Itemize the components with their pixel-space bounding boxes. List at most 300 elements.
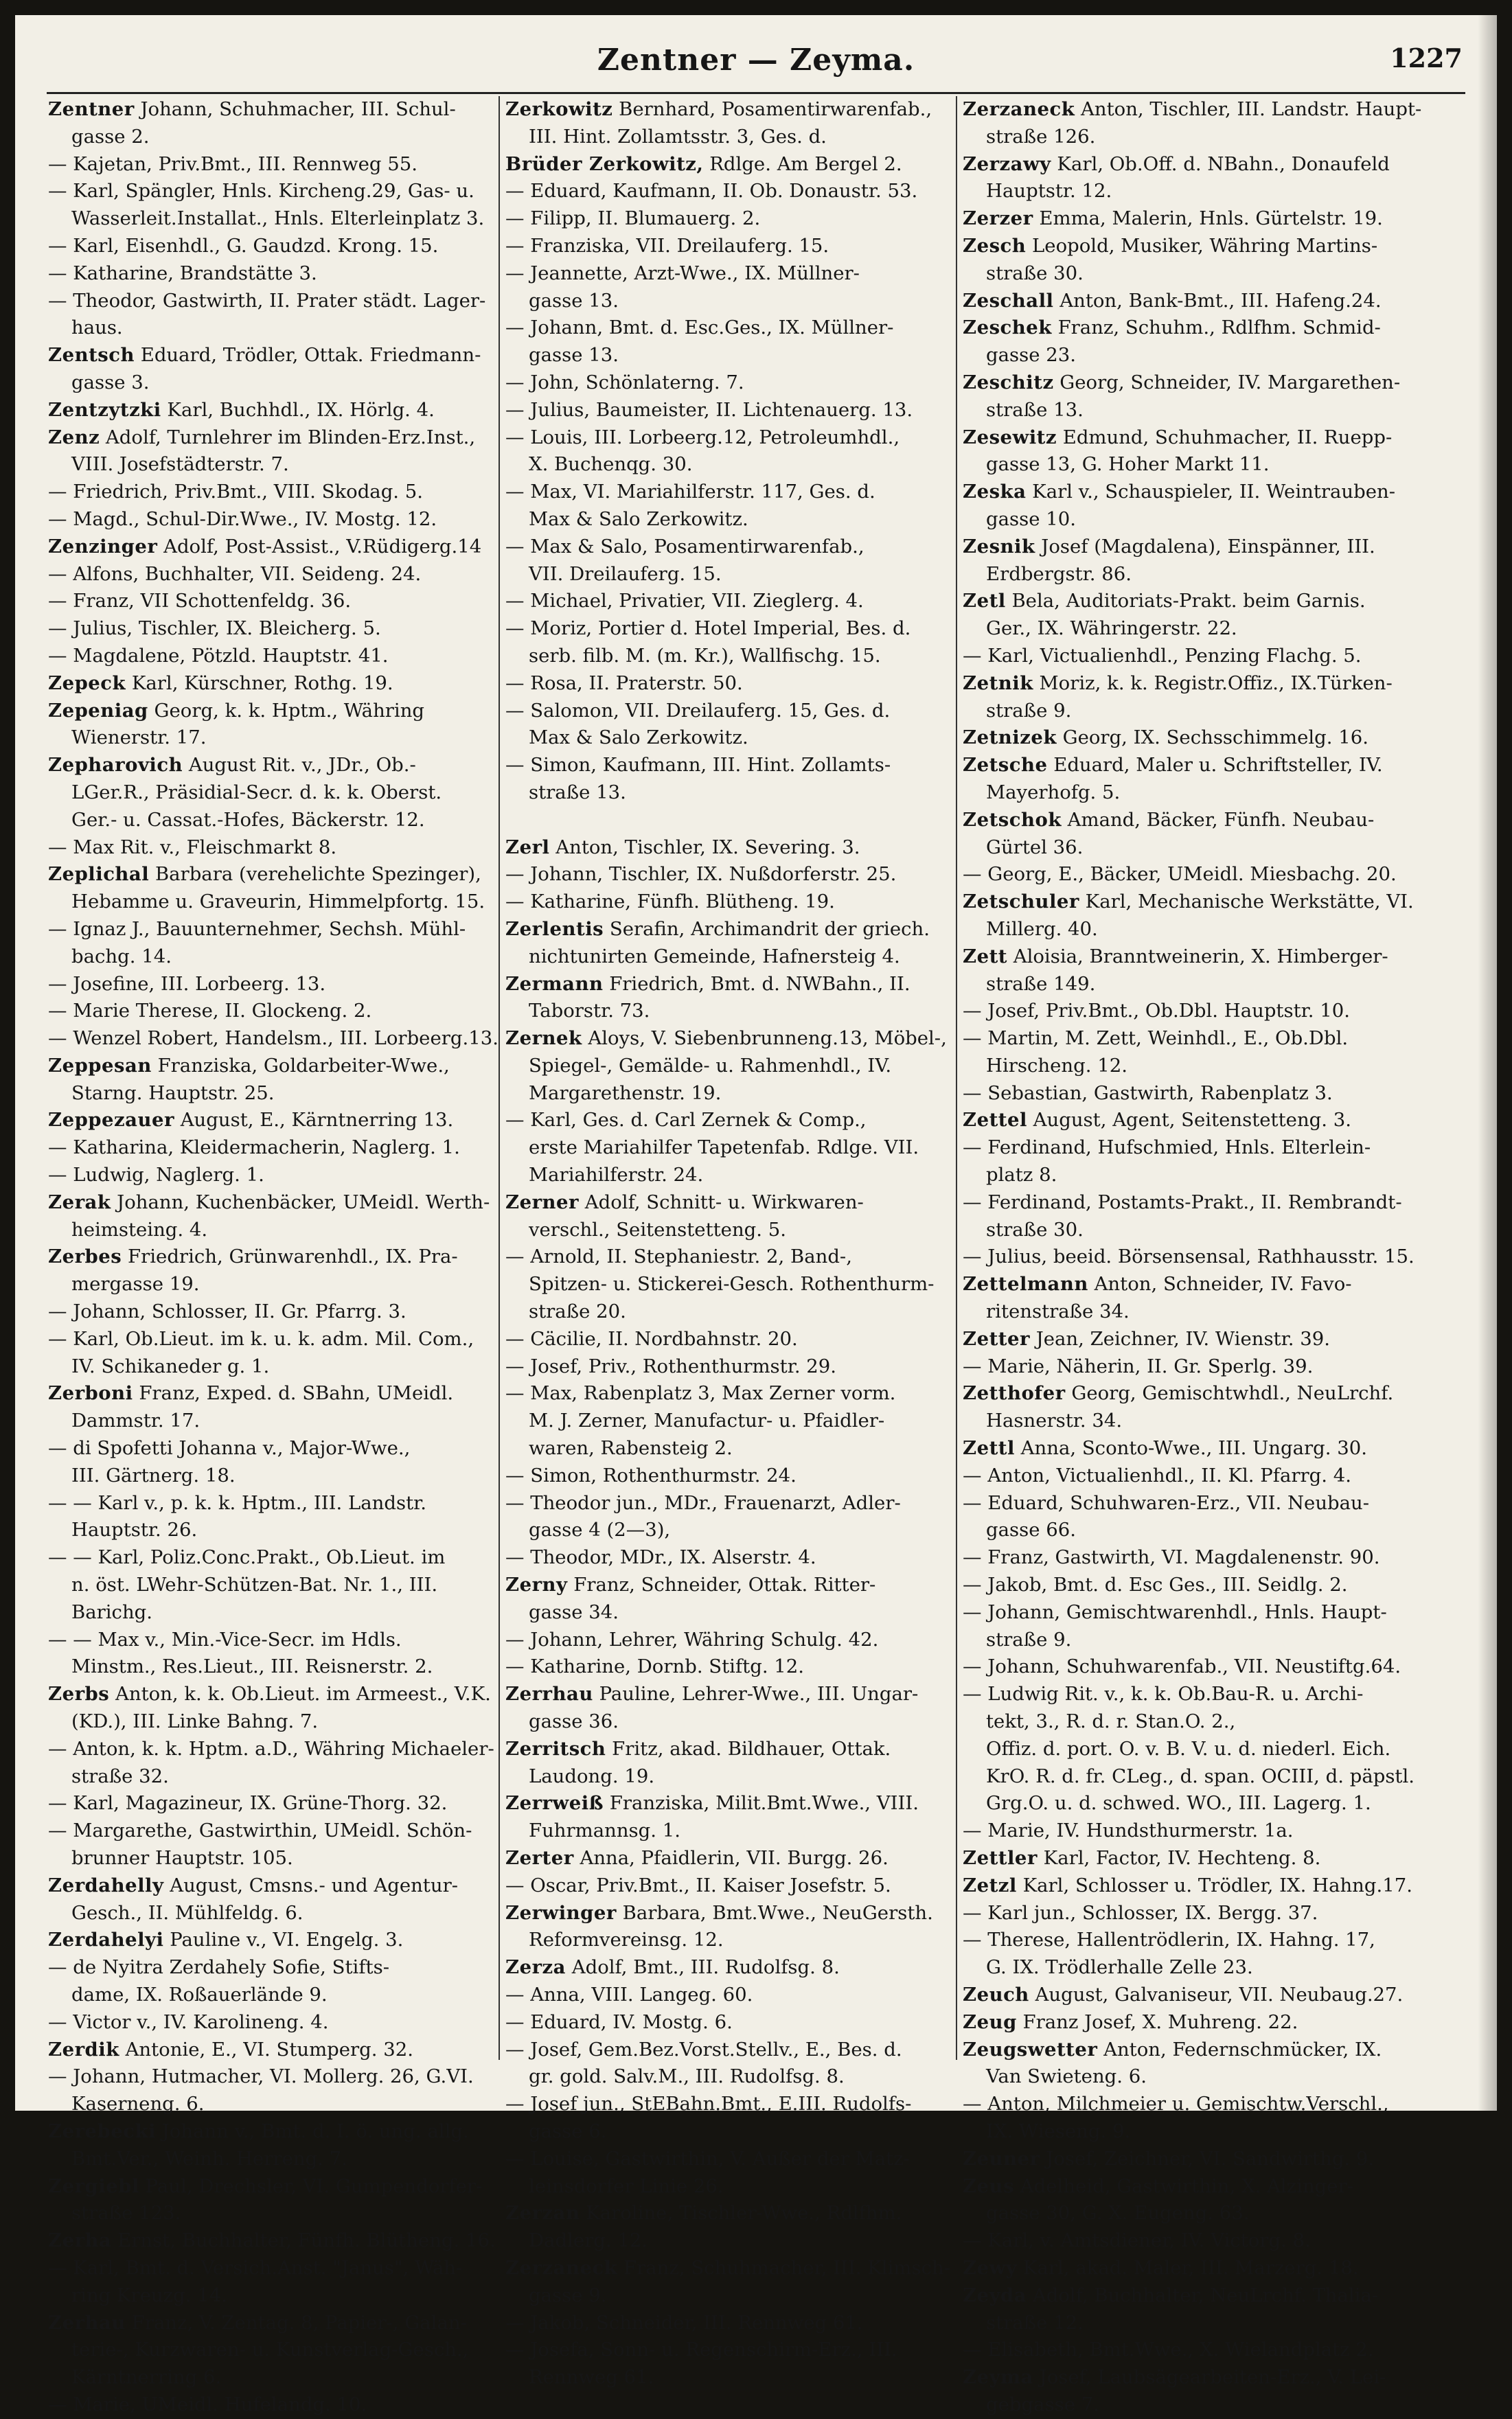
entry-details: mergasse 19. (71, 1273, 200, 1296)
entry-details: — Karl, Ob.Lieut. im k. u. k. adm. Mil. Com., (48, 1327, 474, 1350)
entry-details: — — Karl v., p. k. k. Hptm., III. Landstr. (48, 1491, 426, 1514)
entry-details: Erdbergstr. 86. (986, 562, 1132, 585)
entry-continuation (48, 1599, 493, 1627)
entry-details: — di Spofetti Johanna v., Major-Wwe., (48, 1437, 411, 1460)
entry-details: straße 30. (986, 1218, 1084, 1241)
entry-details: Spiegel-, Gemälde- u. Rahmenhdl., IV. (529, 1054, 892, 1077)
entry-details: Hebamme u. Graveurin, Himmelpfortg. 15. (71, 891, 485, 913)
entry-continuation (505, 779, 950, 807)
entry-details: — Ferdinand, Postamts-Prakt., II. Rembrandt- (963, 1191, 1402, 1213)
entry-details: — Theodor jun., MDr., Frauenarzt, Adler- (505, 1491, 901, 1514)
entry-details: Wasserleit.Installat., Hnls. Elterleinplatz 3. (71, 207, 485, 230)
entry-continuation (48, 889, 493, 916)
entry-continuation (505, 1053, 950, 1080)
entry-details: Karl, akad. Maler, III. Marzerg. 18. (1017, 2256, 1359, 2279)
entry-details: straße 30. (986, 262, 1084, 284)
entry-details: — Karl, Ges. d. Carl Zernek & Comp., (505, 1109, 867, 1132)
entry-details: — Arnold, II. Stephaniestr. 2, Band-, (505, 1246, 852, 1268)
entry-line (963, 2282, 1410, 2310)
entry-details: Offiz. d. port. O. v. B. V. u. d. niederl. Eich. (986, 1737, 1391, 1760)
entry-surname: Zerza (505, 1956, 566, 1979)
column-divider (499, 96, 500, 2060)
entry-continuation (48, 2146, 493, 2173)
entry-details: — Johann, Hutmacher, VI. Mollerg. 26, G.VI. (48, 2065, 474, 2088)
entry-details: Mayerhofg. 5. (986, 781, 1121, 803)
entry-line (963, 2173, 1410, 2201)
entry-line (505, 1900, 950, 1927)
entry-subentry (963, 1134, 1410, 1162)
entry-surname: Zerboni (48, 1382, 133, 1405)
entry-continuation (505, 1298, 950, 1326)
entry-continuation (48, 1982, 493, 2009)
entry-details: Fritz, akad. Bildhauer, Ottak. (606, 1737, 891, 1760)
entry-surname: Zerha (48, 2229, 112, 2252)
entry-line (48, 1927, 493, 1954)
entry-surname: Zettl (963, 1437, 1015, 1460)
entry-line (963, 752, 1410, 779)
entry-line (963, 369, 1410, 397)
entry-surname: Zentsch (48, 344, 135, 367)
entry-details: dame, IX. Roßauerlände 9. (71, 1983, 328, 2006)
entry-surname: Zerny (505, 1574, 568, 1596)
entry-subentry (963, 1189, 1410, 1217)
entry-details: — Johann, Bmt. d. Esc.Ges., IX. Müllner- (505, 317, 894, 339)
entry-details: Franz, Schneider, Ottak. Ritter- (567, 1574, 876, 1596)
entry-continuation (505, 1435, 950, 1463)
entry-subentry (963, 2227, 1410, 2255)
entry-continuation (963, 178, 1410, 205)
entry-details: Kaserneng. 6. (71, 2093, 205, 2116)
entry-line (963, 479, 1410, 506)
entry-details: Minstm., Res.Lieut., III. Reisnerstr. 2. (71, 1655, 433, 1678)
entry-subentry (505, 233, 950, 260)
entry-surname: Zerrhau (505, 1683, 593, 1706)
entry-line (505, 151, 950, 179)
entry-surname: Zerzaneck (963, 98, 1075, 120)
entry-subentry (48, 643, 493, 670)
entry-subentry (505, 1490, 950, 1517)
entry-details: gasse 9. (529, 2284, 607, 2306)
entry-line (505, 1790, 950, 1818)
page-title: Zentner — Zeyma. (597, 43, 915, 78)
entry-continuation (963, 1627, 1410, 1654)
entry-continuation (48, 1271, 493, 1298)
entry-line (963, 96, 1422, 124)
entry-subentry (505, 1107, 950, 1134)
entry-line (505, 1845, 950, 1872)
entry-details: — Karl, v. Amtsdiener, IV. Victorg. 8. (963, 2229, 1311, 2252)
entry-line (48, 2227, 496, 2255)
entry-details: G. IX. Trödlerhalle Zelle 23. (986, 1956, 1253, 1979)
entry-continuation (963, 397, 1410, 424)
entry-details: Margarethenstr. 19. (529, 1081, 722, 1104)
entry-continuation (963, 1298, 1410, 1326)
entry-details: Eduard, Maler u. Schriftsteller, IV. (1047, 754, 1383, 777)
entry-details: — Theodor, MDr., IX. Alserstr. 4. (505, 1546, 816, 1569)
entry-continuation (48, 779, 493, 807)
entry-details: Anton, Schneider, IV. Favo- (1088, 1273, 1352, 1296)
entry-continuation (48, 1517, 493, 1544)
entry-continuation (963, 124, 1410, 151)
entry-continuation (48, 1572, 493, 1599)
entry-surname: Zepeniag (48, 699, 148, 722)
entry-line (48, 96, 493, 124)
entry-continuation (963, 1790, 1410, 1818)
entry-subentry (505, 424, 950, 452)
entry-line (505, 1572, 950, 1599)
entry-surname: Zerter (505, 1847, 574, 1869)
entry-continuation (48, 1708, 493, 1736)
entry-continuation (505, 1708, 950, 1736)
entry-continuation (963, 2063, 1410, 2091)
entry-details: Max & Salo Zerkowitz. (529, 507, 748, 530)
entry-subentry (505, 2310, 950, 2337)
entry-surname: Zergiebl (48, 2175, 139, 2197)
entry-details: Fuhrmannsg. 1. (529, 1820, 680, 1842)
entry-subentry (505, 534, 950, 561)
entry-details: Adolf, Turnlehrer im Blinden-Erz.Inst., (100, 426, 476, 448)
entry-details: Anna, Pfaidlerin, VII. Burgg. 26. (573, 1847, 889, 1869)
entry-continuation (963, 1736, 1410, 1763)
directory-column-3 (963, 96, 1422, 2416)
entry-details: Laudong. 19. (529, 1765, 655, 1787)
entry-line (505, 834, 950, 862)
entry-line (963, 1435, 1410, 1463)
entry-details: Reformvereinsg. 12. (529, 1929, 724, 1951)
entry-continuation (48, 1080, 493, 1108)
entry-continuation (963, 1708, 1410, 1736)
entry-line (48, 1380, 493, 1408)
entry-continuation (48, 1845, 493, 1872)
entry-line (48, 424, 493, 452)
entry-continuation (48, 205, 493, 233)
entry-continuation (48, 124, 493, 151)
entry-line (48, 1053, 493, 1080)
entry-details: — Rosa, II. Praterstr. 50. (505, 672, 743, 694)
entry-subentry (48, 834, 493, 862)
entry-subentry (48, 1134, 493, 1162)
entry-continuation (48, 1653, 493, 1681)
entry-line (48, 2173, 493, 2201)
entry-line (48, 670, 493, 698)
entry-surname: Zesch (963, 234, 1027, 257)
entry-details: Friedrich, Bmt. d. NWBahn., II. (603, 972, 910, 995)
entry-details: gasse 23. (986, 344, 1076, 367)
entry-surname: Zeyda (963, 2284, 1027, 2306)
entry-continuation (48, 1408, 493, 1435)
entry-details: Pauline, Lehrer-Wwe., III. Ungar- (593, 1683, 919, 1706)
entry-line (505, 1736, 950, 1763)
entry-details: Karl, Ob.Off. d. NBahn., Donaufeld (1051, 152, 1390, 175)
entry-continuation (505, 1217, 950, 1244)
entry-details: Karl, Kürschner, Rothg. 19. (126, 672, 393, 694)
entry-details: — Josef jun., StEBahn.Bmt., E.III. Rudolfs- (505, 2093, 912, 2116)
entry-subentry (48, 506, 493, 534)
entry-details: — Marie, UMeidl. Hufelandg. 10. (48, 2393, 367, 2416)
entry-details: gasse 13. (529, 344, 619, 367)
entry-details: — Katharina, Kleidermacherin, Naglerg. 1. (48, 1136, 460, 1159)
entry-details: Antonie, E., VI. Stumperg. 32. (119, 2038, 414, 2061)
entry-details: August, Agent, Seitenstetteng. 3. (1027, 1109, 1351, 1132)
entry-surname: Zerzawy (963, 152, 1051, 175)
entry-line (48, 2118, 493, 2146)
entry-subentry (505, 2337, 950, 2364)
entry-details: — Filipp, II. Blumauerg. 2. (505, 207, 761, 230)
entry-line (505, 2200, 950, 2227)
entry-subentry (505, 2037, 950, 2064)
entry-subentry (505, 2091, 950, 2118)
entry-line (963, 943, 1410, 971)
entry-details: LGer.R., Präsidial-Secr. d. k. k. Oberst. (71, 781, 442, 803)
entry-subentry (505, 1326, 950, 1353)
entry-details: — Josef, Gem.Bez.Vorst.Stellv., E., Bes. d. (505, 2038, 902, 2061)
entry-details: — Alfons, Buchhalter, VII. Seideng. 24. (48, 562, 422, 585)
entry-subentry (505, 1982, 950, 2009)
entry-continuation (963, 615, 1410, 643)
entry-details: — Theodor, Gastwirth, II. Prater städt. Lager- (48, 289, 486, 312)
entry-surname: Zesewitz (963, 426, 1057, 448)
entry-continuation (963, 1763, 1415, 1791)
entry-subentry (963, 2337, 1410, 2364)
entry-details: — Jakob, Bmt. d. Esc Ges., III. Seidlg. 2. (963, 1574, 1348, 1596)
entry-details: — Karl jun., Schlosser, IX. Bergg. 37. (963, 1901, 1318, 1924)
entry-details: — Josef, Priv.Bmt., Ob.Dbl. Hauptstr. 10. (963, 1000, 1350, 1022)
entry-line (963, 288, 1410, 315)
entry-surname: Zerdahelly (48, 1874, 164, 1896)
entry-subentry (963, 1818, 1410, 1845)
entry-surname: Zerkowitz (505, 98, 613, 120)
entry-continuation (505, 288, 950, 315)
entry-continuation (48, 2282, 493, 2310)
entry-details: — Martin, M. Zett, Weinhdl., E., Ob.Dbl. (963, 1027, 1349, 1050)
entry-line (963, 588, 1410, 615)
entry-subentry (963, 998, 1410, 1025)
entry-surname: Zerak (48, 1191, 111, 1213)
entry-details: — Karl, Spängler, Hnls. Kircheng.29, Gas- u. (48, 180, 474, 203)
entry-surname: Zett (963, 945, 1007, 967)
entry-details: Ernst, Buchhalter, Fünfh. Blütheng. 16. (111, 2229, 496, 2252)
entry-continuation (963, 834, 1410, 862)
entry-details: — Eduard, IV. Mostg. 6. (505, 2010, 733, 2033)
entry-surname: Zermann (505, 972, 604, 995)
entry-surname: Zettelmann (963, 1273, 1088, 1296)
entry-details: Dammstr. 17. (71, 1410, 201, 1432)
entry-details: — Johann, Schuhwarenfab., VII. Neustiftg.64. (963, 1655, 1401, 1678)
entry-continuation (48, 1463, 493, 1490)
entry-details: Taborstr. 73. (529, 1000, 650, 1022)
entry-details: ritenstraße 34. (986, 1300, 1130, 1323)
entry-line (963, 233, 1410, 260)
entry-line (963, 424, 1410, 452)
entry-details: erste Mariahilfer Tapetenfab. Rdlge. VII. (529, 1136, 919, 1159)
entry-continuation (48, 807, 493, 834)
entry-line (963, 1107, 1410, 1134)
entry-details: August, Cmsns.- und Agentur- (163, 1874, 459, 1896)
entry-subentry (505, 178, 950, 205)
entry-subentry (505, 889, 950, 916)
entry-line (48, 2037, 493, 2064)
entry-details: — Josefine, III. Lorbeerg. 13. (48, 972, 326, 995)
entry-details: — Julius, Tischler, IX. Bleicherg. 5. (48, 617, 381, 640)
entry-subentry (963, 1353, 1410, 1381)
entry-continuation (505, 1599, 950, 1627)
entry-details: Georg, Gemischtwhdl., NeuLrchf. (1065, 1382, 1394, 1405)
entry-continuation (963, 2392, 1410, 2419)
entry-details: straße 126. (986, 125, 1096, 148)
entry-subentry (963, 1243, 1414, 1271)
entry-details: Gürtel 36. (986, 836, 1084, 858)
entry-details: — Magd., Schul-Dir.Wwe., IV. Mostg. 12. (48, 507, 437, 530)
entry-details: — Katharine, Brandstätte 3. (48, 262, 317, 284)
entry-subentry (505, 1627, 950, 1654)
entry-details: Barbara, Bmt.Wwe., NeuGersth. (616, 1901, 933, 1924)
entry-subentry (505, 670, 950, 698)
entry-details: — Simon, Rothenthurmstr. 24. (505, 1464, 797, 1487)
entry-details: — Michael, Privatier, VII. Zieglerg. 4. (505, 590, 864, 612)
entry-line (963, 2255, 1410, 2282)
entry-details: straße 13. (986, 398, 1084, 421)
entry-details: — Johann, Schlosser, II. Gr. Pfarrg. 3. (48, 1300, 406, 1323)
entry-details: Hasnerstr. 34. (986, 1410, 1123, 1432)
entry-details: VII. Dreilauferg. 15. (529, 562, 722, 585)
entry-details: — Anton, Milchmeier u. Gemischtw.Verschl., (963, 2093, 1389, 2116)
entry-surname: Zettel (963, 1109, 1027, 1132)
entry-surname: Zeppesan (48, 1054, 152, 1077)
entry-subentry (963, 1681, 1410, 1708)
entry-surname: Zenzinger (48, 535, 158, 558)
entry-details: — Karl, Eisenhdl., G. Gaudzd. Krong. 15. (48, 234, 439, 257)
entry-details: gasse 13. (529, 289, 619, 312)
entry-surname: Zerhau (48, 2311, 126, 2334)
entry-line (963, 1845, 1410, 1872)
entry-line (505, 1681, 950, 1708)
entry-continuation (505, 724, 950, 752)
entry-subentry (963, 1653, 1410, 1681)
entry-line (505, 971, 950, 998)
entry-subentry (48, 1627, 493, 1654)
entry-line (963, 534, 1410, 561)
entry-surname: Zerbs (48, 1683, 110, 1706)
entry-details: Anton, Tischler, IX. Severing. 3. (549, 836, 860, 858)
entry-line (505, 96, 950, 124)
entry-details: III. Gärtnerg. 18. (71, 1464, 236, 1487)
entry-details: gasse 30, G. X. Eugeng. 63. (986, 2202, 1250, 2225)
entry-details: — Therese, Hallentrödlerin, IX. Hahng. 17, (963, 1929, 1375, 1951)
entry-details: Franziska, Goldarbeiter-Wwe., (151, 1054, 450, 1077)
entry-details: straße 9. (986, 699, 1072, 722)
entry-details: straße 9. (986, 1628, 1072, 1651)
entry-details: Millerg. 40. (986, 917, 1098, 940)
entry-details: Rdlge. Am Bergel 2. (703, 152, 902, 175)
entry-subentry (48, 1162, 493, 1189)
entry-details: gasse 3. (71, 371, 150, 393)
entry-details: Serafin, Archimandrit der griech. (604, 917, 930, 940)
entry-details: Aloisia, Branntweinerin, X. Himberger- (1007, 945, 1388, 967)
entry-details: — Friedrich, Priv.Bmt., VIII. Skodag. 5. (48, 481, 424, 503)
entry-subentry (48, 588, 493, 615)
entry-surname: Zeschall (963, 289, 1054, 312)
entry-details: straße 123. (71, 2202, 181, 2225)
entry-details: Georg, IX. Sechsschimmelg. 16. (1056, 726, 1368, 749)
entry-subentry (963, 1025, 1410, 1053)
entry-subentry (48, 1490, 493, 1517)
entry-surname: Zerbes (48, 1246, 122, 1268)
header-rule (47, 92, 1465, 94)
entry-details: — Kajetan, Priv.Bmt., III. Rennweg 55. (48, 152, 418, 175)
entry-continuation (48, 943, 493, 971)
entry-line (48, 1107, 493, 1134)
entry-details: brunner Hauptstr. 105. (71, 1847, 293, 1869)
entry-details: — Karl, Magazineur, IX. Grüne-Thorg. 32. (48, 1792, 448, 1815)
entry-details: gr. gold. Salv.M., III. Rudolfsg. 8. (529, 2065, 845, 2088)
entry-subentry (48, 1544, 493, 1572)
entry-surname: Zetschuler (963, 891, 1079, 913)
entry-surname: Zerl (505, 836, 550, 858)
entry-details: — Cäcilie, II. Nordbahnstr. 20. (505, 1327, 798, 1350)
entry-surname: Zetnik (963, 672, 1033, 694)
entry-details: Ger.- u. Cassat.-Hofes, Bäckerstr. 12. (71, 808, 425, 831)
entry-details: nichtunirten Gemeinde, Hafnersteig 4. (529, 945, 900, 967)
entry-details: — Johann, Gemischtwarenhdl., Hnls. Haupt- (963, 1601, 1387, 1623)
entry-subentry (48, 561, 493, 588)
entry-surname: Zeschitz (963, 371, 1054, 393)
entry-subentry (48, 260, 493, 288)
entry-details: Eduard, Trödler, Ottak. Friedmann- (135, 344, 481, 367)
entry-subentry (48, 1326, 493, 1353)
entry-line (505, 1025, 950, 1053)
entry-details: — Eduard, Kaufmann, II. Ob. Donaustr. 53. (505, 180, 918, 203)
entry-details: Kärntnerring 6. (71, 2366, 222, 2389)
entry-details: Rennweg 61. (529, 2366, 654, 2389)
entry-details: Adolf, Post-Assist., V.Rüdigerg.14 (157, 535, 482, 558)
entry-details: KrO. R. d. fr. CLeg., d. span. OCIII, d. päpstl. (986, 1765, 1415, 1787)
entry-details: Hauptstr. 26. (71, 1519, 198, 1541)
entry-surname: Zetter (963, 1327, 1030, 1350)
entry-subentry (505, 479, 950, 506)
entry-details: Emma, Malerin, Hnls. Gürtelstr. 19. (1033, 207, 1383, 230)
entry-continuation (48, 1763, 493, 1791)
entry-continuation (963, 260, 1410, 288)
entry-continuation (505, 2173, 950, 2201)
entry-surname: Zetnizek (963, 726, 1057, 749)
entry-details: gasse 6. (529, 2120, 607, 2142)
entry-subentry (963, 1572, 1410, 1599)
entry-surname: Zeuner (963, 2147, 1040, 2170)
entry-line (48, 342, 493, 369)
entry-details: Johann, Schuhmacher, III. Schul- (134, 98, 456, 120)
entry-details: Franz, Schuhmacher, III. Klimsch- (617, 2256, 950, 2279)
entry-subentry (48, 2255, 493, 2282)
entry-details: — Max, VI. Mariahilferstr. 117, Ges. d. (505, 481, 875, 503)
entry-subentry (48, 1818, 493, 1845)
entry-details: Georg, Schneider, IV. Margarethen- (1053, 371, 1401, 393)
entry-details: — John, Schönlaterng. 7. (505, 371, 744, 393)
entry-surname: Zetsche (963, 754, 1048, 777)
entry-continuation (963, 2200, 1410, 2227)
entry-line (963, 670, 1410, 698)
entry-details: straße 13. (529, 781, 626, 803)
entry-details: Amand, Bäcker, Fünfh. Neubau- (1061, 808, 1375, 831)
entry-details: Gesch., II. Mühlfeldg. 6. (71, 1901, 303, 1924)
entry-surname: Zeppezauer (48, 1109, 174, 1132)
entry-surname: Zerdahelyi (48, 1929, 164, 1951)
entry-subentry (963, 643, 1410, 670)
entry-details: — Anton, k. k. Hptm. a.D., Währing Michaeler- (48, 1737, 494, 1760)
entry-surname: Zeska (963, 481, 1027, 503)
entry-surname: Zeuch (963, 1983, 1029, 2006)
entry-subentry (48, 2009, 493, 2037)
entry-subentry (505, 1353, 950, 1381)
